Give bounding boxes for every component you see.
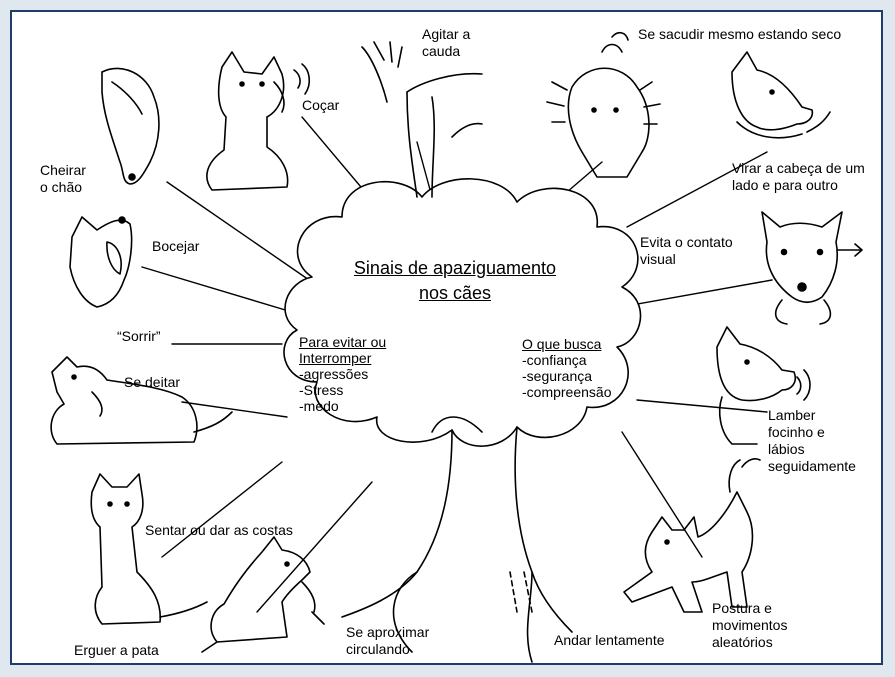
signal-circle: [346, 624, 429, 658]
dog-sniffing-icon: [102, 68, 159, 184]
signal-shake: Se sacudir mesmo estando seco: [638, 26, 842, 42]
dog-sitting-icon: [91, 474, 207, 624]
signal-paw: Erguer a pata: [74, 642, 159, 658]
signal-turn-head: [732, 160, 865, 194]
signal-sniff-line-2: o chão: [40, 179, 83, 195]
signal-lick-line-4: seguidamente: [768, 458, 856, 474]
dog-head-turn-icon: [732, 52, 830, 138]
signal-sit: Sentar ou dar as costas: [145, 522, 293, 538]
signal-lick-line-1: Lamber: [768, 407, 816, 423]
dog-paw-icon: [202, 537, 324, 652]
left-box-item: -agressões: [299, 366, 369, 382]
signal-tail: [422, 26, 470, 60]
signal-lick-line-2: focinho e: [768, 424, 825, 440]
left-box-heading-2: Interromper: [299, 350, 372, 366]
signal-turn-head-line-2: lado e para outro: [732, 177, 838, 193]
signal-turn-head-line-1: Virar a cabeça de um: [732, 160, 865, 176]
signal-posture: [712, 600, 787, 651]
signal-circle-line-1: Se aproximar: [346, 624, 430, 640]
left-box-item: -Stress: [299, 382, 344, 398]
dog-play-bow-icon: [624, 459, 760, 612]
left-box-item: -medo: [299, 398, 339, 414]
signal-tail-line-2: cauda: [422, 43, 461, 59]
right-box-item: -compreensão: [522, 384, 612, 400]
dog-yawning-icon: [70, 217, 132, 307]
dog-shaking-icon: [547, 33, 660, 177]
right-box-item: -segurança: [522, 368, 593, 384]
signal-posture-line-2: movimentos: [712, 617, 788, 633]
signal-lie-down: Se deitar: [124, 374, 181, 390]
dog-lying-icon: [51, 357, 232, 444]
signal-scratch: Coçar: [302, 97, 340, 113]
signal-avoid-eye-line-1: Evita o contato: [640, 234, 733, 250]
diagram-frame: [10, 10, 883, 665]
left-box-heading-1: Para evitar ou: [299, 334, 387, 350]
right-box-item: -confiança: [522, 352, 587, 368]
signal-avoid-eye: [640, 234, 733, 268]
dog-scratching-icon: [207, 52, 309, 190]
signal-circle-line-2: circulando: [346, 641, 410, 657]
left-box: [299, 334, 386, 414]
signal-sniff-line-1: Cheirar: [40, 162, 86, 178]
right-box: [522, 336, 612, 400]
signal-lick-line-3: lábios: [768, 441, 805, 457]
page-subtitle: nos cães: [418, 283, 492, 303]
signal-posture-line-3: aleatórios: [712, 634, 773, 650]
signal-avoid-eye-line-2: visual: [640, 251, 676, 267]
signal-yawn: Bocejar: [152, 238, 200, 254]
page-title: Sinais de apaziguamento: [353, 258, 557, 278]
dog-eye-avoid-icon: [762, 212, 862, 324]
signal-walk-slow: Andar lentamente: [554, 632, 665, 648]
signal-lick: [768, 407, 856, 475]
signal-sniff: [40, 162, 86, 196]
right-box-heading: O que busca: [522, 336, 602, 352]
signal-tail-line-1: Agitar a: [422, 26, 471, 42]
signal-smile: “Sorrir”: [117, 328, 161, 344]
signal-posture-line-1: Postura e: [712, 600, 772, 616]
